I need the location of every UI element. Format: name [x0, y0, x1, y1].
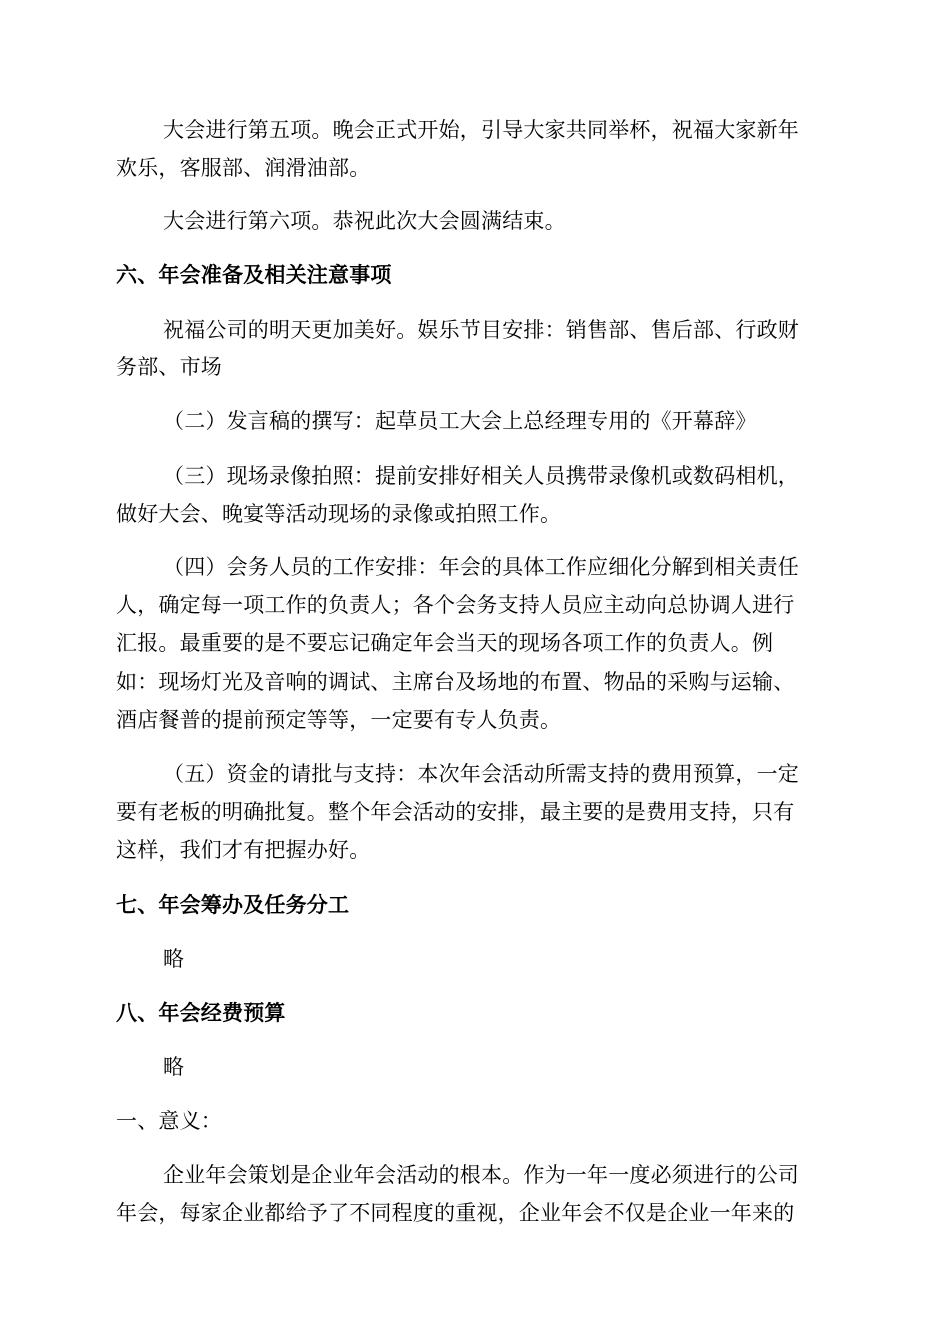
section-heading: 六、年会准备及相关注意事项 — [116, 262, 392, 287]
paragraph-line: 略 — [163, 1055, 185, 1079]
paragraph-line: 要有老板的明确批复。整个年会活动的安排，最主要的是费用支持，只有 — [116, 800, 795, 824]
paragraph-line: 这样，我们才有把握办好。 — [116, 838, 371, 862]
paragraph-line: 汇报。最重要的是不要忘记确定年会当天的现场各项工作的负责人。例 — [116, 631, 774, 655]
paragraph-line: 务部、市场 — [116, 355, 222, 379]
section-heading: 八、年会经费预算 — [116, 1000, 286, 1025]
paragraph-line: 做好大会、晚宴等活动现场的录像或拍照工作。 — [116, 502, 562, 526]
paragraph-line: 人，确定每一项工作的负责人；各个会务支持人员应主动向总协调人进行 — [116, 593, 795, 617]
paragraph-line: 祝福公司的明天更加美好。娱乐节目安排：销售部、售后部、行政财 — [163, 318, 799, 342]
paragraph-line: 企业年会策划是企业年会活动的根本。作为一年一度必须进行的公司 — [163, 1163, 799, 1187]
paragraph-line: 大会进行第六项。恭祝此次大会圆满结束。 — [163, 209, 566, 233]
paragraph-line: 大会进行第五项。晚会正式开始，引导大家共同举杯，祝福大家新年 — [163, 118, 799, 142]
subsection-heading: 一、意义： — [116, 1109, 222, 1133]
paragraph-line: （五）资金的请批与支持：本次年会活动所需支持的费用预算，一定 — [163, 762, 799, 786]
paragraph-line: 如：现场灯光及音响的调试、主席台及场地的布置、物品的采购与运输、 — [116, 670, 795, 694]
paragraph-line: 欢乐，客服部、润滑油部。 — [116, 156, 371, 180]
paragraph-line: 年会，每家企业都给予了不同程度的重视，企业年会不仅是企业一年来的 — [116, 1201, 795, 1225]
paragraph-line: 略 — [163, 947, 185, 971]
paragraph-line: （四）会务人员的工作安排：年会的具体工作应细化分解到相关责任 — [163, 555, 799, 579]
paragraph-line: 酒店餐普的提前预定等等，一定要有专人负责。 — [116, 708, 562, 732]
paragraph-line: （二）发言稿的撰写：起草员工大会上总经理专用的《开幕辞》 — [163, 409, 757, 433]
section-heading: 七、年会筹办及任务分工 — [116, 892, 350, 917]
paragraph-line: （三）现场录像拍照：提前安排好相关人员携带录像机或数码相机， — [163, 464, 799, 488]
